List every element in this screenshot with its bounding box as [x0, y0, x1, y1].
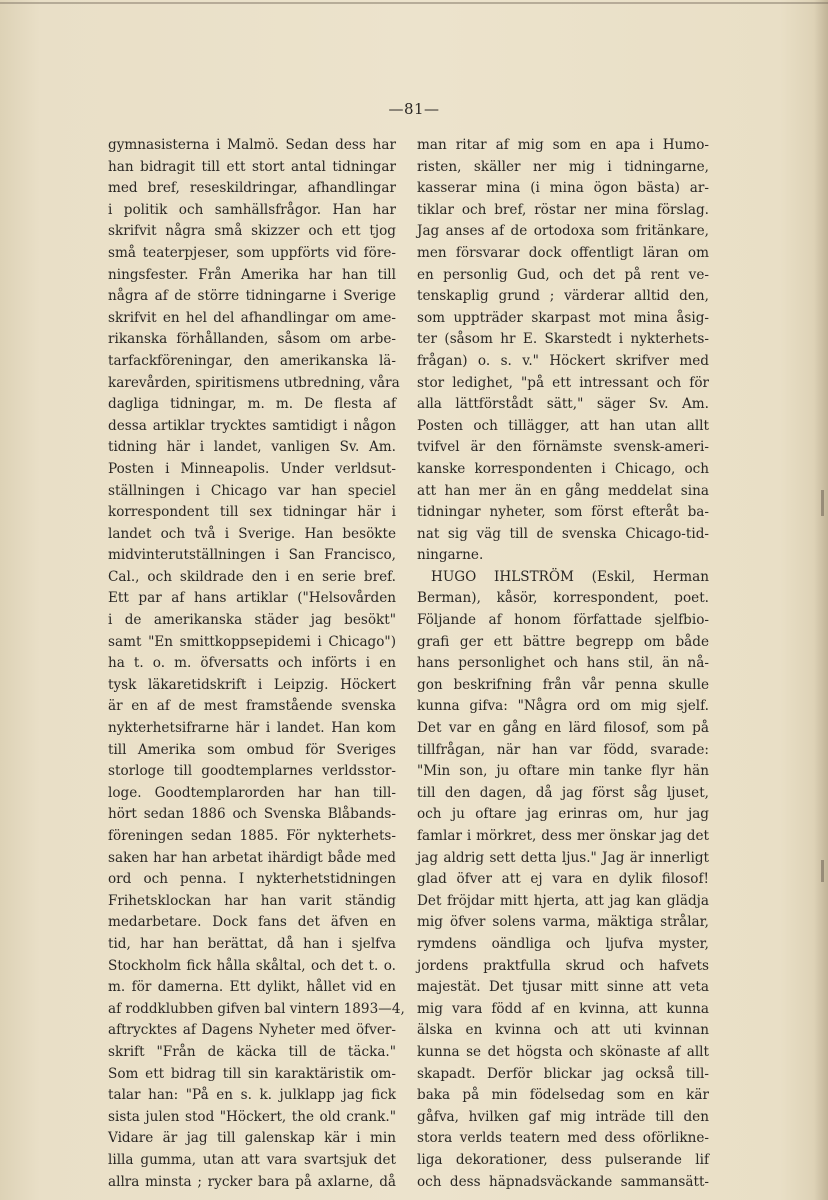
text-line: skrift "Från de käcka till de täcka." [108, 1043, 396, 1060]
text-line: som uppträder skarpast mot mina åsig- [417, 309, 709, 326]
text-line: men försvarar dock offentligt läran om [417, 244, 709, 261]
text-line: stor ledighet, "på ett intressant och för [417, 374, 709, 391]
left-text-column [108, 135, 405, 1193]
text-line: Posten och tillägger, att han utan allt [417, 417, 709, 434]
text-line: skrifvit några små skizzer och ett tjog [108, 223, 396, 240]
text-line: midvinterutställningen i San Francisco, [108, 547, 396, 564]
text-line: med bref, reseskildringar, afhandlingar [108, 180, 396, 197]
text-line: talar han: "På en s. k. julklapp jag fick [108, 1087, 396, 1104]
text-line: hört sedan 1886 och Svenska Blåbands- [108, 806, 396, 823]
text-line: en personlig Gud, och det på rent ve- [417, 266, 709, 283]
text-line: tillfrågan, när han var född, svarade: [417, 741, 709, 758]
section-heading-line: HUGO IHLSTRÖM (Eskil, Herman [431, 568, 709, 585]
text-line: landet och två i Sverige. Han besökte [108, 525, 396, 542]
text-line: och dess häpnadsväckande sammansätt- [417, 1173, 709, 1190]
text-line: jag aldrig sett detta ljus." Jag är innerligt [417, 849, 709, 866]
top-edge-rule [0, 2, 828, 4]
text-line: är en af de mest framstående svenska [108, 698, 396, 715]
text-line: allra minsta ; rycker bara på axlarne, då [108, 1173, 396, 1190]
text-line: Som ett bidrag till sin karaktäristik om- [108, 1065, 396, 1082]
text-line: saken har han arbetat ihärdigt både med [108, 849, 396, 866]
text-line: risten, skäller ner mig i tidningarne, [417, 158, 709, 175]
text-line: frågan) o. s. v." Höckert skrifver med [417, 352, 709, 369]
text-line: lilla gumma, utan att vara svartsjuk det [108, 1151, 396, 1168]
text-line: stora verlds teatern med dess oförlikne- [417, 1130, 709, 1147]
text-line: Jag anses af de ortodoxa som fritänkare, [417, 223, 709, 240]
text-line: Ett par af hans artiklar ("Helsovården [108, 590, 396, 607]
text-line: tvifvel är den förnämste svensk-ameri- [417, 439, 709, 456]
text-line: karevården, spiritismens utbredning, våra [108, 374, 400, 391]
text-line: famlar i mörkret, dess mer önskar jag det [417, 828, 709, 844]
text-line: skrifvit en hel del afhandlingar om ame- [108, 309, 396, 326]
text-line: föreningen sedan 1885. För nykterhets- [108, 828, 396, 844]
text-line: tidning här i landet, vanligen Sv. Am. [108, 439, 396, 456]
text-line: baka på min födelsedag som en kär [417, 1087, 709, 1104]
text-line: sista julen stod "Höckert, the old crank." [108, 1108, 396, 1125]
text-line: Det fröjdar mitt hjerta, att jag kan glädja [417, 892, 709, 909]
text-line: Det var en gång en lärd filosof, som på [417, 720, 709, 737]
text-line: i politik och samhällsfrågor. Han har [108, 201, 396, 218]
text-line: rymdens oändliga och ljufva myster, [417, 935, 709, 952]
text-line: mig öfver solens varma, mäktiga strålar, [417, 914, 709, 931]
text-line: tenskaplig grund ; värderar alltid den, [417, 288, 709, 305]
text-line: m. för damerna. Ett dylikt, hållet vid en [108, 979, 396, 996]
text-line: skapadt. Derför blickar jag också till- [417, 1065, 709, 1082]
text-line: loge. Goodtemplarorden har han till- [108, 784, 396, 801]
text-line: och ju oftare jag erinras om, hur jag [417, 806, 709, 823]
text-line: ningarne. [417, 547, 484, 564]
text-line: rikanska förhållanden, såsom om arbe- [108, 331, 396, 348]
text-line: Cal., och skildrade den i en serie bref. [108, 568, 396, 585]
text-line: storloge till goodtemplarnes verldsstor- [108, 763, 396, 780]
text-line: ställningen i Chicago var han speciel [108, 482, 396, 499]
right-text-column [417, 135, 709, 1193]
text-line: gymnasisterna i Malmö. Sedan dess har [108, 137, 396, 153]
text-line: till Amerika som ombud för Sveriges [108, 741, 396, 758]
page-number: —81— [388, 100, 440, 118]
text-line: gåfva, hvilken gaf mig inträde till den [417, 1108, 709, 1125]
text-line: grafi ger ett bättre begrepp om både [417, 633, 709, 650]
text-line: dessa artiklar trycktes samtidigt i någon [108, 417, 396, 434]
text-line: nat sig väg till de svenska Chicago-tid- [417, 525, 709, 542]
text-line: korrespondent till sex tidningar här i [108, 504, 396, 521]
text-line: små teaterpjeser, som uppförts vid före- [108, 244, 396, 261]
text-line: medarbetare. Dock fans det äfven en [108, 914, 396, 931]
text-line: några af de större tidningarne i Sverige [108, 288, 396, 305]
text-line: Berman), kåsör, korrespondent, poet. [417, 590, 709, 607]
text-line: gon beskrifning från vår penna skulle [417, 676, 709, 693]
text-line: tysk läkaretidskrift i Leipzig. Höckert [108, 676, 396, 693]
text-line: Frihetsklockan har han varit ständig [108, 892, 396, 909]
text-line: nykterhetsifrarne här i landet. Han kom [108, 720, 396, 737]
text-line: Vidare är jag till galenskap kär i min [108, 1130, 396, 1147]
text-line: att han mer än en gång meddelat sina [417, 482, 709, 499]
text-line: han bidragit till ett stort antal tidningar [108, 158, 396, 175]
text-line: af roddklubben gifven bal vintern 1893—4, [108, 1000, 405, 1017]
binding-mark [821, 490, 824, 516]
text-line: liga dekorationer, dess pulserande lif [417, 1151, 709, 1168]
text-line: älska en kvinna och att uti kvinnan [417, 1022, 709, 1039]
text-line: ord och penna. I nykterhetstidningen [108, 871, 396, 888]
text-line: glad öfver att ej vara en dylik filosof! [417, 871, 709, 888]
text-line: Stockholm fick hålla skåltal, och det t. o. [108, 957, 396, 974]
text-line: samt "En smittkoppsepidemi i Chicago") [108, 633, 396, 650]
text-line: ningsfester. Från Amerika har han till [108, 266, 396, 283]
text-line: tidningar nyheter, som först efteråt ba- [417, 504, 709, 521]
binding-mark [821, 860, 824, 882]
text-line: "Min son, ju oftare min tanke flyr hän [417, 763, 709, 780]
text-line: i de amerikanska städer jag besökt" [108, 612, 396, 629]
text-line: kunna gifva: "Några ord om mig sjelf. [417, 698, 709, 715]
text-line: kunna se det högsta och skönaste af allt [417, 1043, 709, 1060]
text-line: tarfackföreningar, den amerikanska lä- [108, 352, 396, 369]
text-line: tid, har han berättat, då han i sjelfva [108, 935, 396, 952]
text-line: ha t. o. m. öfversatts och införts i en [108, 655, 396, 672]
text-line: till den dagen, då jag först såg ljuset, [417, 784, 709, 801]
text-line: jordens praktfulla skrud och hafvets [417, 957, 709, 974]
text-line: kanske korrespondenten i Chicago, och [417, 460, 709, 477]
text-line: majestät. Det tjusar mitt sinne att veta [417, 979, 709, 996]
text-line: aftrycktes af Dagens Nyheter med öfver- [108, 1022, 396, 1039]
text-line: mig vara född af en kvinna, att kunna [417, 1000, 709, 1017]
text-line: tiklar och bref, röstar ner mina förslag. [417, 201, 709, 218]
text-line: Posten i Minneapolis. Under verldsut- [108, 460, 396, 477]
text-line: Följande af honom författade sjelfbio- [417, 612, 709, 629]
text-line: ter (såsom hr E. Skarstedt i nykterhets- [417, 331, 709, 348]
text-line: kasserar mina (i mina ögon bästa) ar- [417, 180, 709, 197]
text-line: alla lättförstådt sätt," säger Sv. Am. [417, 396, 709, 413]
text-line: man ritar af mig som en apa i Humo- [417, 137, 709, 153]
text-line: dagliga tidningar, m. m. De flesta af [108, 396, 396, 413]
text-line: hans personlighet och hans stil, än nå- [417, 655, 709, 672]
page-right-edge [814, 0, 828, 1200]
